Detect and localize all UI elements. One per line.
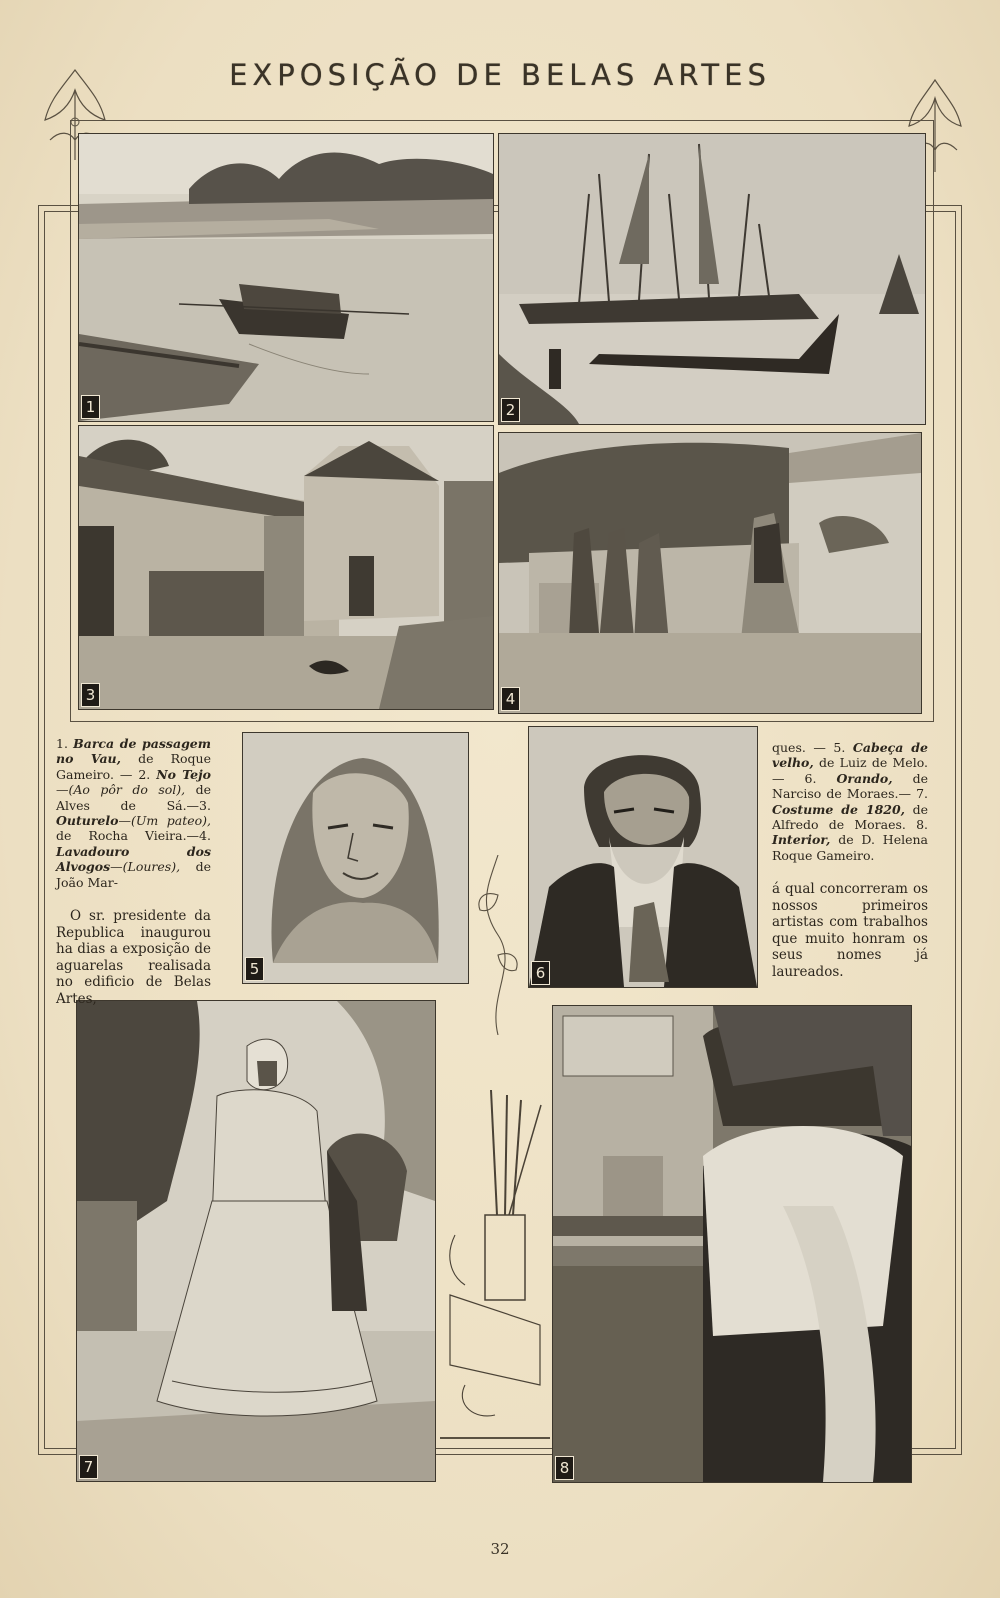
caption-author: de D. Helena Roque Gameiro. <box>772 832 928 863</box>
body-text-right: á qual concorreram os nossos primeiros artistas com trabalhos que muito honram os seus nomes já laureados. <box>772 881 928 980</box>
floral-ornament-middle <box>468 855 528 1035</box>
plate-2-boats-tejo <box>498 133 926 425</box>
caption-title: Lavadouro dos Alvogos <box>56 843 211 875</box>
caption-author: ques. — 5. <box>772 740 846 755</box>
page-number: 32 <box>490 1540 510 1558</box>
caption-title: Cabeça de velho, <box>772 740 928 771</box>
plate-3-courtyard <box>78 425 494 710</box>
caption-author: de Luiz de Melo. — 6. <box>772 755 928 786</box>
plate-8-interior <box>552 1005 912 1483</box>
caption-number: 1. <box>56 736 68 751</box>
caption-title: Costume de 1820, <box>772 801 906 817</box>
caption-subtitle: —(Loures), <box>110 859 181 875</box>
caption-author: de João Mar- <box>56 859 211 890</box>
caption-subtitle: —(Um pateo), <box>118 813 211 829</box>
plate-6-praying-old-man <box>528 726 758 988</box>
plate-4-washerwomen <box>498 432 922 714</box>
page-title: EXPOSIÇÃO DE BELAS ARTES <box>229 58 771 92</box>
caption-author: de Roque Gameiro. — 2. <box>56 751 211 782</box>
caption-list-right <box>772 740 928 863</box>
caption-subtitle: —(Ao pôr do sol), <box>56 782 186 798</box>
plate-number: 5 <box>245 957 264 981</box>
caption-author: de Rocha Vieira.—4. <box>56 828 211 844</box>
caption-list-left <box>56 736 211 890</box>
caption-title: Barca de passagem no Vau, <box>56 736 211 767</box>
plate-number: 7 <box>79 1455 98 1479</box>
plate-number: 4 <box>501 687 520 711</box>
caption-title: Orando, <box>836 770 893 786</box>
plate-1-river-ferry <box>78 133 494 422</box>
caption-author: de Narciso de Moraes.— 7. <box>772 770 928 802</box>
plate-7-costume-1820 <box>76 1000 436 1482</box>
caption-right <box>772 740 928 980</box>
caption-title: Interior, <box>772 832 831 848</box>
plate-number: 3 <box>81 683 100 707</box>
plate-number: 6 <box>531 961 550 985</box>
caption-author: de Alves de Sá.—3. <box>56 782 211 813</box>
caption-title: Outurelo <box>56 813 119 829</box>
plate-number: 8 <box>555 1456 574 1480</box>
body-text-left: O sr. presidente da Republica inaugurou ha dias a exposição de aguarelas realisada no edificio de Belas Artes, <box>56 908 211 1007</box>
plate-number: 2 <box>501 398 520 422</box>
caption-title: No Tejo <box>156 766 211 782</box>
caption-author: de Alfredo de Moraes. 8. <box>772 801 928 833</box>
bottom-rule <box>440 1437 550 1439</box>
plate-5-old-woman-head <box>242 732 469 984</box>
brushes-in-jar-ornament <box>445 1085 545 1430</box>
plate-number: 1 <box>81 395 100 419</box>
caption-left <box>56 736 211 1007</box>
